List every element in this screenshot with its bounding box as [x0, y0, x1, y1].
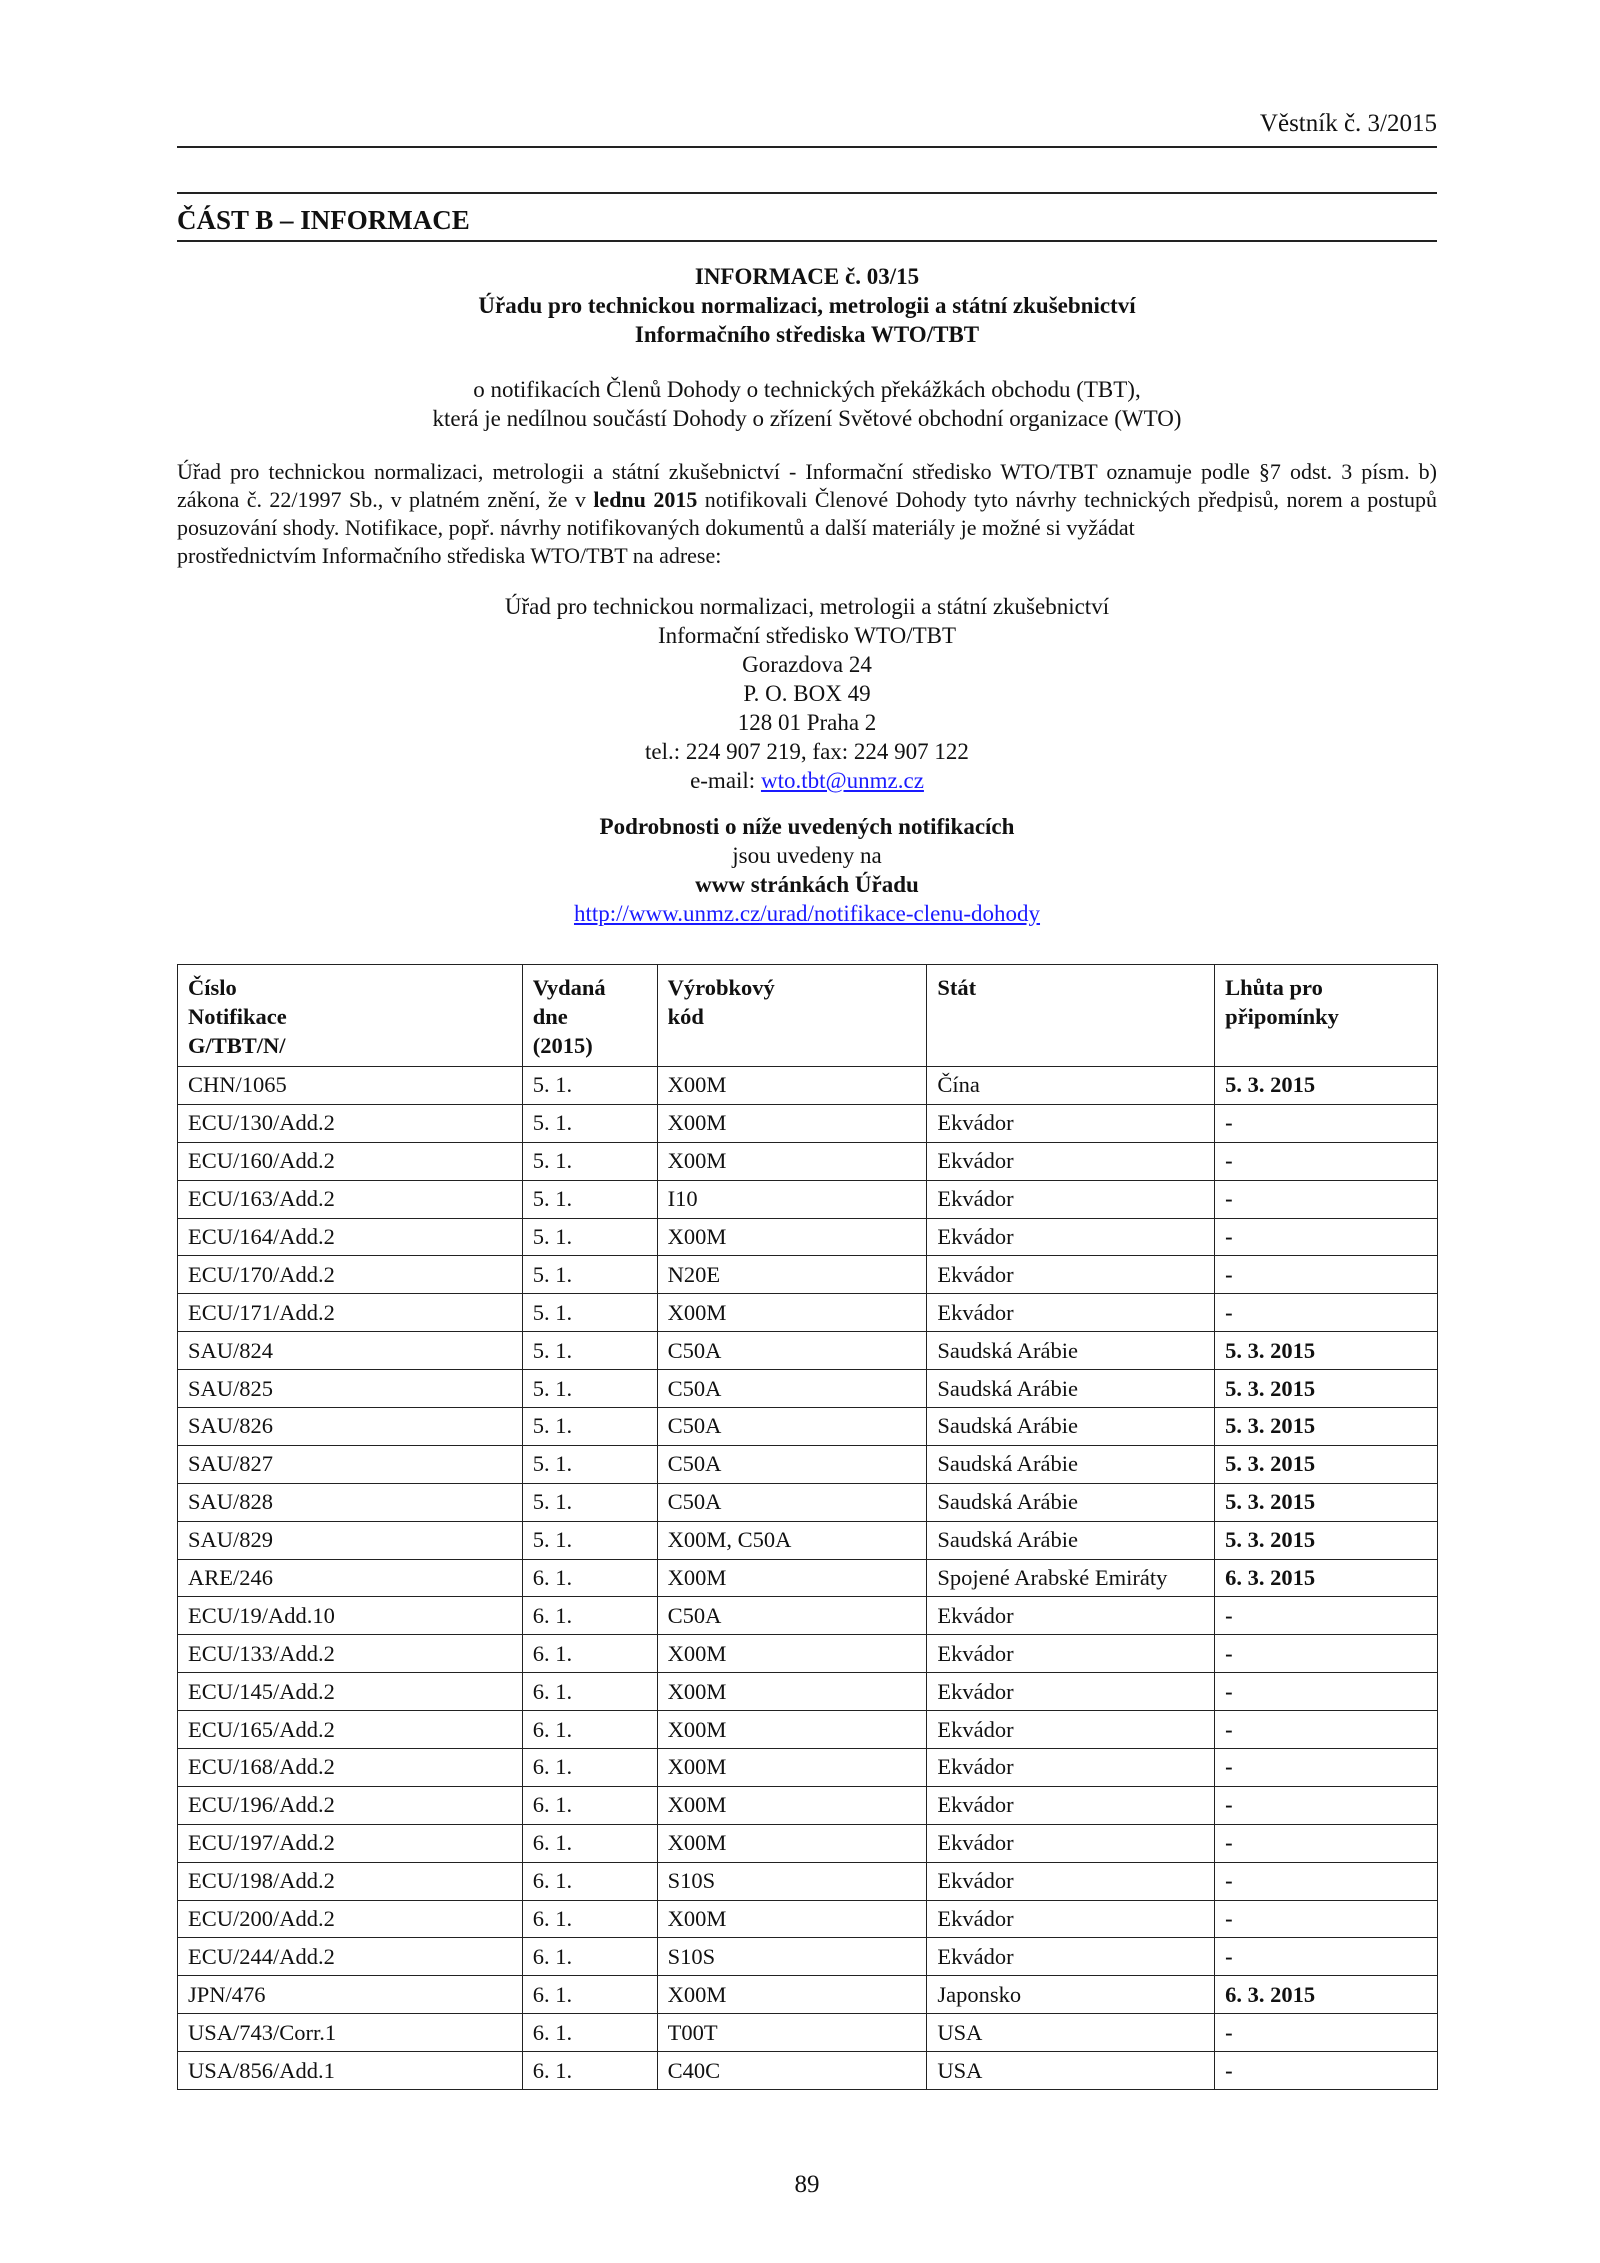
comment-deadline-cell: 5. 3. 2015	[1215, 1445, 1438, 1483]
header-issued-date: Vydaná dne (2015)	[522, 965, 657, 1067]
body-text-1: Úřad pro technickou normalizaci, metrologii a státní zkušebnictví - Informační středisko WTO/TBT oznamuje podle §7 odst. 3 písm. b) zákona č. 22/1997 Sb., v platném znění, že v	[177, 459, 1437, 512]
notification-number-cell: ECU/244/Add.2	[178, 1938, 523, 1976]
comment-deadline-cell: 5. 3. 2015	[1215, 1408, 1438, 1446]
notification-number-cell: ECU/164/Add.2	[178, 1218, 523, 1256]
notification-number-cell: ARE/246	[178, 1559, 523, 1597]
table-row	[178, 1445, 1438, 1483]
header-product-code: Výrobkový kód	[657, 965, 927, 1067]
state-cell: Čína	[927, 1067, 1215, 1105]
notification-number-cell: ECU/200/Add.2	[178, 1900, 523, 1938]
address-line2: Informační středisko WTO/TBT	[657, 623, 957, 648]
details-block	[177, 812, 1437, 928]
details-line3: www stránkách Úřadu	[695, 872, 919, 897]
product-code-cell: C50A	[657, 1483, 927, 1521]
notification-number-cell: SAU/825	[178, 1370, 523, 1408]
comment-deadline-cell: -	[1215, 1218, 1438, 1256]
issued-date-cell: 6. 1.	[522, 1559, 657, 1597]
notification-number-cell: SAU/826	[178, 1408, 523, 1446]
product-code-cell: X00M	[657, 1900, 927, 1938]
state-cell: Ekvádor	[927, 1218, 1215, 1256]
table-row	[178, 1635, 1438, 1673]
issued-date-cell: 6. 1.	[522, 1862, 657, 1900]
notification-number-cell: ECU/198/Add.2	[178, 1862, 523, 1900]
product-code-cell: C50A	[657, 1332, 927, 1370]
product-code-cell: X00M	[657, 1824, 927, 1862]
header-rule	[177, 146, 1437, 148]
state-cell: Ekvádor	[927, 1711, 1215, 1749]
notification-number-cell: ECU/145/Add.2	[178, 1673, 523, 1711]
state-cell: Spojené Arabské Emiráty	[927, 1559, 1215, 1597]
product-code-cell: N20E	[657, 1256, 927, 1294]
issued-date-cell: 5. 1.	[522, 1521, 657, 1559]
state-cell: Saudská Arábie	[927, 1332, 1215, 1370]
issued-date-cell: 6. 1.	[522, 1749, 657, 1787]
section-title: ČÁST B – INFORMACE	[177, 205, 470, 235]
body-paragraph	[177, 458, 1437, 570]
issued-date-cell: 5. 1.	[522, 1294, 657, 1332]
address-line4: P. O. BOX 49	[743, 681, 871, 706]
body-text-bold: lednu 2015	[593, 487, 698, 512]
state-cell: Ekvádor	[927, 1180, 1215, 1218]
issued-date-cell: 6. 1.	[522, 1824, 657, 1862]
state-cell: Ekvádor	[927, 1635, 1215, 1673]
state-cell: USA	[927, 2052, 1215, 2090]
state-cell: Saudská Arábie	[927, 1408, 1215, 1446]
product-code-cell: X00M	[657, 1104, 927, 1142]
address-email-line	[177, 766, 1437, 795]
address-block	[177, 592, 1437, 795]
table-row	[178, 1597, 1438, 1635]
state-cell: Ekvádor	[927, 1597, 1215, 1635]
state-cell: Saudská Arábie	[927, 1521, 1215, 1559]
issued-date-cell: 6. 1.	[522, 1786, 657, 1824]
details-line1: Podrobnosti o níže uvedených notifikacích	[599, 814, 1015, 839]
comment-deadline-cell: 5. 3. 2015	[1215, 1483, 1438, 1521]
state-cell: Saudská Arábie	[927, 1445, 1215, 1483]
table-row	[178, 1370, 1438, 1408]
address-line3: Gorazdova 24	[742, 652, 872, 677]
subtitle-line1: o notifikacích Členů Dohody o technických překážkách obchodu (TBT),	[473, 377, 1141, 402]
table-row	[178, 1711, 1438, 1749]
table-row	[178, 1938, 1438, 1976]
notification-number-cell: CHN/1065	[178, 1067, 523, 1105]
body-text-2: notifikovali Členové Dohody tyto návrhy technických předpisů, norem a postupů posuzování shody. Notifikace, popř. návrhy notifikovaných dokumentů a další materiály je možné si vyžádat	[177, 487, 1437, 540]
issued-date-cell: 6. 1.	[522, 1900, 657, 1938]
email-label: e-mail:	[690, 768, 761, 793]
address-line5: 128 01 Praha 2	[737, 710, 877, 735]
comment-deadline-cell: 6. 3. 2015	[1215, 1559, 1438, 1597]
comment-deadline-cell: 6. 3. 2015	[1215, 1976, 1438, 2014]
table-body	[178, 1067, 1438, 2090]
comment-deadline-cell: -	[1215, 1938, 1438, 1976]
issued-date-cell: 6. 1.	[522, 1597, 657, 1635]
table-row	[178, 1521, 1438, 1559]
table-row	[178, 2014, 1438, 2052]
subtitle	[177, 375, 1437, 433]
section-top-rule	[177, 192, 1437, 194]
comment-deadline-cell: -	[1215, 1256, 1438, 1294]
comment-deadline-cell: -	[1215, 1104, 1438, 1142]
product-code-cell: X00M	[657, 1749, 927, 1787]
table-row	[178, 1673, 1438, 1711]
product-code-cell: C40C	[657, 2052, 927, 2090]
email-link[interactable]: wto.tbt@unmz.cz	[760, 768, 924, 793]
state-cell: Ekvádor	[927, 1786, 1215, 1824]
state-cell: Ekvádor	[927, 1294, 1215, 1332]
comment-deadline-cell: 5. 3. 2015	[1215, 1067, 1438, 1105]
product-code-cell: X00M	[657, 1635, 927, 1673]
comment-deadline-cell: -	[1215, 1749, 1438, 1787]
notification-number-cell: ECU/130/Add.2	[178, 1104, 523, 1142]
notification-number-cell: ECU/163/Add.2	[178, 1180, 523, 1218]
issued-date-cell: 5. 1.	[522, 1180, 657, 1218]
table-row	[178, 1483, 1438, 1521]
table-row	[178, 1294, 1438, 1332]
notification-number-cell: ECU/160/Add.2	[178, 1142, 523, 1180]
comment-deadline-cell: 5. 3. 2015	[1215, 1332, 1438, 1370]
section-bottom-rule	[177, 240, 1437, 242]
notification-number-cell: ECU/196/Add.2	[178, 1786, 523, 1824]
issued-date-cell: 5. 1.	[522, 1408, 657, 1446]
product-code-cell: C50A	[657, 1370, 927, 1408]
header-notification-number: Číslo Notifikace G/TBT/N/	[178, 965, 523, 1067]
product-code-cell: X00M	[657, 1294, 927, 1332]
table-row	[178, 1142, 1438, 1180]
header-state: Stát	[927, 965, 1215, 1067]
address-line1: Úřad pro technickou normalizaci, metrologii a státní zkušebnictví	[504, 594, 1110, 619]
notification-number-cell: JPN/476	[178, 1976, 523, 2014]
header-comment-deadline: Lhůta pro připomínky	[1215, 965, 1438, 1067]
issued-date-cell: 6. 1.	[522, 1976, 657, 2014]
table-row	[178, 1408, 1438, 1446]
issued-date-cell: 6. 1.	[522, 2052, 657, 2090]
notification-number-cell: ECU/171/Add.2	[178, 1294, 523, 1332]
product-code-cell: X00M	[657, 1976, 927, 2014]
details-line2: jsou uvedeny na	[732, 843, 882, 868]
notifications-table	[177, 964, 1438, 2090]
issued-date-cell: 6. 1.	[522, 2014, 657, 2052]
product-code-cell: C50A	[657, 1408, 927, 1446]
comment-deadline-cell: -	[1215, 1824, 1438, 1862]
comment-deadline-cell: -	[1215, 1635, 1438, 1673]
body-text-last: prostřednictvím Informačního střediska WTO/TBT na adrese:	[177, 543, 722, 568]
state-cell: Ekvádor	[927, 1749, 1215, 1787]
state-cell: Ekvádor	[927, 1900, 1215, 1938]
product-code-cell: X00M	[657, 1786, 927, 1824]
comment-deadline-cell: 5. 3. 2015	[1215, 1521, 1438, 1559]
table-header-row	[178, 965, 1438, 1067]
comment-deadline-cell: -	[1215, 1180, 1438, 1218]
issued-date-cell: 5. 1.	[522, 1067, 657, 1105]
comment-deadline-cell: 5. 3. 2015	[1215, 1370, 1438, 1408]
notification-number-cell: USA/743/Corr.1	[178, 2014, 523, 2052]
product-code-cell: X00M	[657, 1711, 927, 1749]
table-row	[178, 1900, 1438, 1938]
notification-number-cell: SAU/829	[178, 1521, 523, 1559]
info-title	[177, 262, 1437, 349]
table-row	[178, 1862, 1438, 1900]
table-row	[178, 1559, 1438, 1597]
state-cell: Saudská Arábie	[927, 1483, 1215, 1521]
state-cell: Ekvádor	[927, 1938, 1215, 1976]
notification-number-cell: ECU/168/Add.2	[178, 1749, 523, 1787]
product-code-cell: X00M	[657, 1067, 927, 1105]
comment-deadline-cell: -	[1215, 2052, 1438, 2090]
notification-number-cell: SAU/824	[178, 1332, 523, 1370]
notification-number-cell: ECU/197/Add.2	[178, 1824, 523, 1862]
comment-deadline-cell: -	[1215, 1711, 1438, 1749]
state-cell: Japonsko	[927, 1976, 1215, 2014]
info-title-line2: Úřadu pro technickou normalizaci, metrologii a státní zkušebnictví	[478, 293, 1136, 318]
product-code-cell: X00M, C50A	[657, 1521, 927, 1559]
issued-date-cell: 5. 1.	[522, 1370, 657, 1408]
product-code-cell: I10	[657, 1180, 927, 1218]
state-cell: Ekvádor	[927, 1104, 1215, 1142]
product-code-cell: X00M	[657, 1218, 927, 1256]
comment-deadline-cell: -	[1215, 2014, 1438, 2052]
product-code-cell: X00M	[657, 1673, 927, 1711]
notification-number-cell: USA/856/Add.1	[178, 2052, 523, 2090]
table-row	[178, 1104, 1438, 1142]
state-cell: USA	[927, 2014, 1215, 2052]
info-title-line3: Informačního střediska WTO/TBT	[634, 322, 980, 347]
issued-date-cell: 5. 1.	[522, 1104, 657, 1142]
page-number: 89	[794, 2171, 820, 2198]
table-row	[178, 1256, 1438, 1294]
info-title-line1: INFORMACE č. 03/15	[694, 264, 920, 289]
table-row	[178, 1786, 1438, 1824]
product-code-cell: X00M	[657, 1559, 927, 1597]
comment-deadline-cell: -	[1215, 1673, 1438, 1711]
issued-date-cell: 5. 1.	[522, 1218, 657, 1256]
table-row	[178, 1824, 1438, 1862]
table-row	[178, 1332, 1438, 1370]
product-code-cell: C50A	[657, 1445, 927, 1483]
issued-date-cell: 5. 1.	[522, 1256, 657, 1294]
product-code-cell: S10S	[657, 1862, 927, 1900]
issued-date-cell: 6. 1.	[522, 1673, 657, 1711]
product-code-cell: X00M	[657, 1142, 927, 1180]
table-row	[178, 1067, 1438, 1105]
comment-deadline-cell: -	[1215, 1294, 1438, 1332]
state-cell: Saudská Arábie	[927, 1370, 1215, 1408]
journal-header: Věstník č. 3/2015	[1259, 110, 1437, 137]
issued-date-cell: 5. 1.	[522, 1445, 657, 1483]
comment-deadline-cell: -	[1215, 1862, 1438, 1900]
comment-deadline-cell: -	[1215, 1142, 1438, 1180]
issued-date-cell: 5. 1.	[522, 1332, 657, 1370]
subtitle-line2: která je nedílnou součástí Dohody o zřízení Světové obchodní organizace (WTO)	[432, 406, 1182, 431]
table-row	[178, 1180, 1438, 1218]
issued-date-cell: 5. 1.	[522, 1142, 657, 1180]
notification-number-cell: SAU/828	[178, 1483, 523, 1521]
table-row	[178, 1749, 1438, 1787]
address-line6: tel.: 224 907 219, fax: 224 907 122	[645, 739, 969, 764]
state-cell: Ekvádor	[927, 1256, 1215, 1294]
notification-number-cell: ECU/165/Add.2	[178, 1711, 523, 1749]
state-cell: Ekvádor	[927, 1673, 1215, 1711]
table-row	[178, 1976, 1438, 2014]
table-row	[178, 1218, 1438, 1256]
notification-number-cell: ECU/19/Add.10	[178, 1597, 523, 1635]
product-code-cell: T00T	[657, 2014, 927, 2052]
state-cell: Ekvádor	[927, 1824, 1215, 1862]
state-cell: Ekvádor	[927, 1862, 1215, 1900]
state-cell: Ekvádor	[927, 1142, 1215, 1180]
comment-deadline-cell: -	[1215, 1597, 1438, 1635]
table-row	[178, 2052, 1438, 2090]
details-url-link[interactable]: http://www.unmz.cz/urad/notifikace-clenu-dohody	[573, 901, 1041, 926]
product-code-cell: C50A	[657, 1597, 927, 1635]
issued-date-cell: 6. 1.	[522, 1635, 657, 1673]
issued-date-cell: 6. 1.	[522, 1938, 657, 1976]
notification-number-cell: SAU/827	[178, 1445, 523, 1483]
notification-number-cell: ECU/170/Add.2	[178, 1256, 523, 1294]
comment-deadline-cell: -	[1215, 1786, 1438, 1824]
product-code-cell: S10S	[657, 1938, 927, 1976]
comment-deadline-cell: -	[1215, 1900, 1438, 1938]
issued-date-cell: 6. 1.	[522, 1711, 657, 1749]
issued-date-cell: 5. 1.	[522, 1483, 657, 1521]
notification-number-cell: ECU/133/Add.2	[178, 1635, 523, 1673]
